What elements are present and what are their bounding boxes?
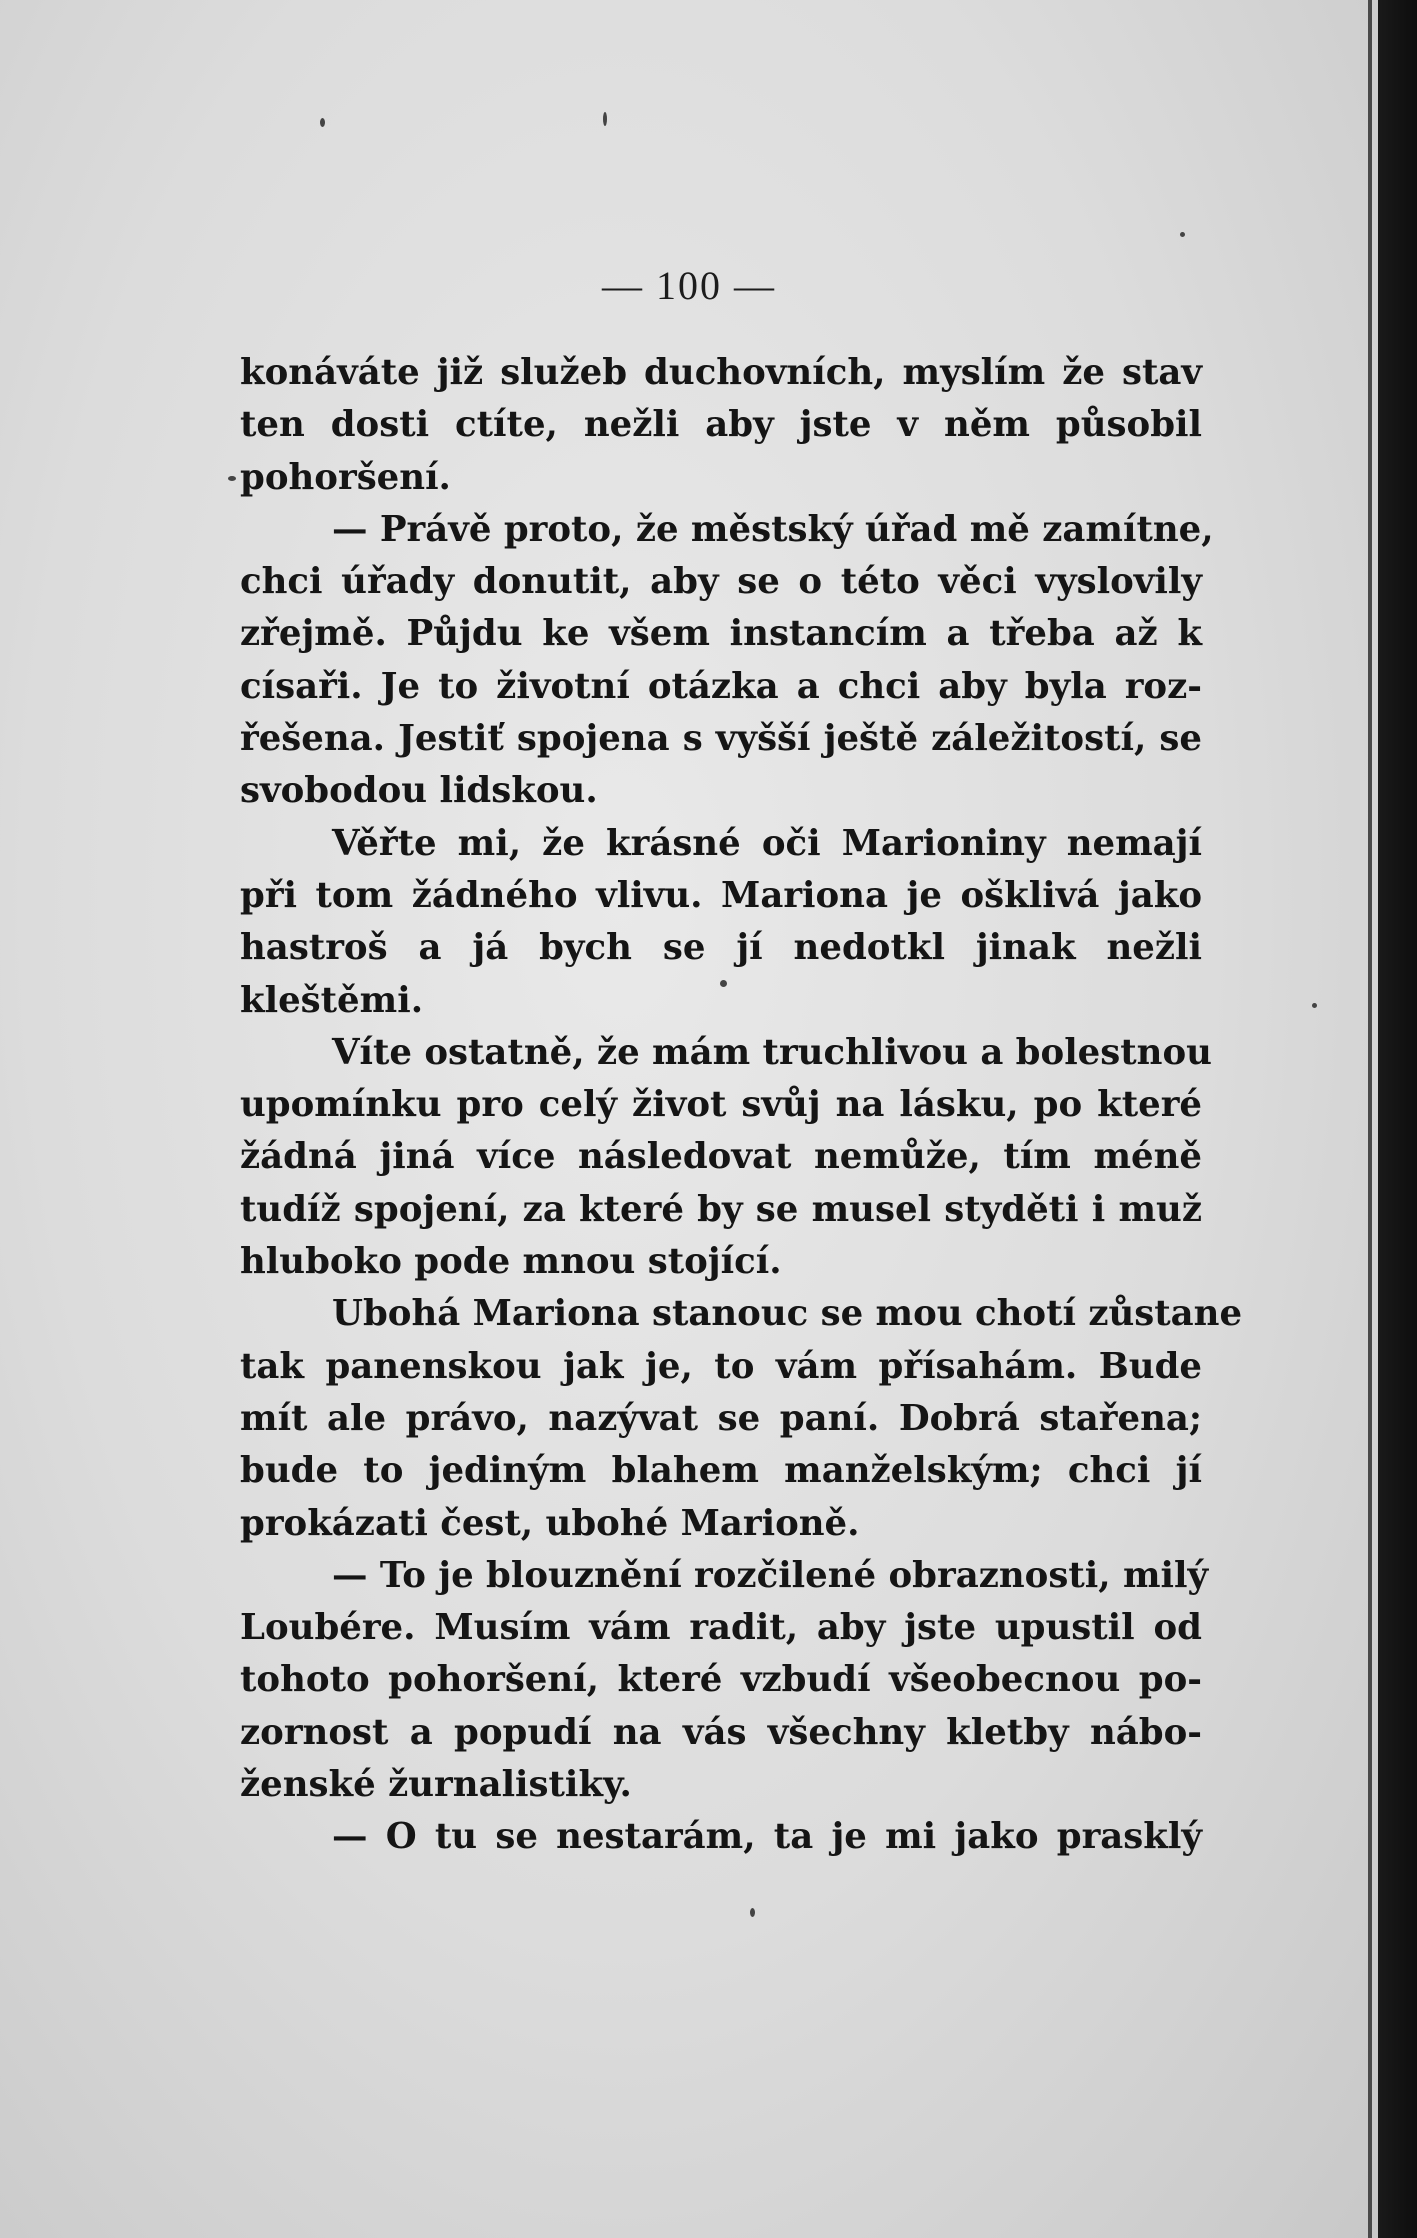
text-line: ten dosti ctíte, nežli aby jste v něm působil <box>240 404 1202 446</box>
scan-speck <box>720 980 727 987</box>
text-line: — Právě proto, že městský úřad mě zamítne, <box>332 508 1214 550</box>
text-line: při tom žádného vlivu. Mariona je ošklivá jako <box>240 874 1202 916</box>
text-line: ženské žurnalistiky. <box>240 1764 632 1806</box>
text-line: císaři. Je to životní otázka a chci aby byla roz- <box>240 665 1202 707</box>
scan-speck <box>320 118 325 127</box>
text-line: Věřte mi, že krásné oči Marioniny nemají <box>332 822 1202 864</box>
text-line: Víte ostatně, že mám truchlivou a bolestnou <box>332 1031 1212 1073</box>
text-line: řešena. Jestiť spojena s vyšší ještě záležitostí, se <box>240 718 1202 760</box>
text-line: upomínku pro celý život svůj na lásku, po které <box>240 1084 1202 1126</box>
text-line: — O tu se nestarám, ta je mi jako prasklý <box>332 1816 1202 1858</box>
text-line: mít ale právo, nazývat se paní. Dobrá stařena; <box>240 1397 1202 1439</box>
text-line: konáváte již služeb duchovních, myslím že stav <box>240 352 1202 393</box>
text-line: zřejmě. Půjdu ke všem instancím a třeba až k <box>240 613 1202 655</box>
text-line: tak panenskou jak je, to vám přísahám. Bude <box>240 1345 1202 1387</box>
page-edge-line <box>1368 0 1372 2238</box>
scan-speck <box>1312 1003 1317 1008</box>
text-line: kleštěmi. <box>240 979 424 1021</box>
text-line: bude to jediným blahem manželským; chci jí <box>240 1450 1202 1492</box>
text-line: tudíž spojení, za které by se musel styděti i muž <box>240 1188 1202 1230</box>
body-text <box>240 347 1243 1864</box>
text-line: hluboko pode mnou stojící. <box>240 1241 782 1283</box>
scan-speck <box>603 112 607 126</box>
text-line: svobodou lidskou. <box>240 770 598 812</box>
text-line: Loubére. Musím vám radit, aby jste upustil od <box>240 1607 1202 1649</box>
book-edge <box>1378 0 1417 2238</box>
text-line: prokázati čest, ubohé Marioně. <box>240 1502 860 1544</box>
scan-speck <box>1180 232 1185 237</box>
text-line: tohoto pohoršení, které vzbudí všeobecnou po- <box>240 1659 1202 1701</box>
text-line: žádná jiná více následovat nemůže, tím méně <box>240 1136 1202 1178</box>
text-line: pohoršení. <box>240 456 451 498</box>
text-line: chci úřady donutit, aby se o této věci vyslovily <box>240 561 1202 603</box>
text-line: hastroš a já bych se jí nedotkl jinak nežli <box>240 927 1202 969</box>
text-line: zornost a popudí na vás všechny kletby nábo- <box>240 1711 1202 1753</box>
scan-speck <box>750 1908 755 1917</box>
scan-speck <box>228 476 236 481</box>
text-line: — To je blouznění rozčilené obraznosti, milý <box>332 1554 1209 1596</box>
text-line: Ubohá Mariona stanouc se mou chotí zůstane <box>332 1293 1243 1335</box>
page-number: — 100 — <box>602 263 776 308</box>
